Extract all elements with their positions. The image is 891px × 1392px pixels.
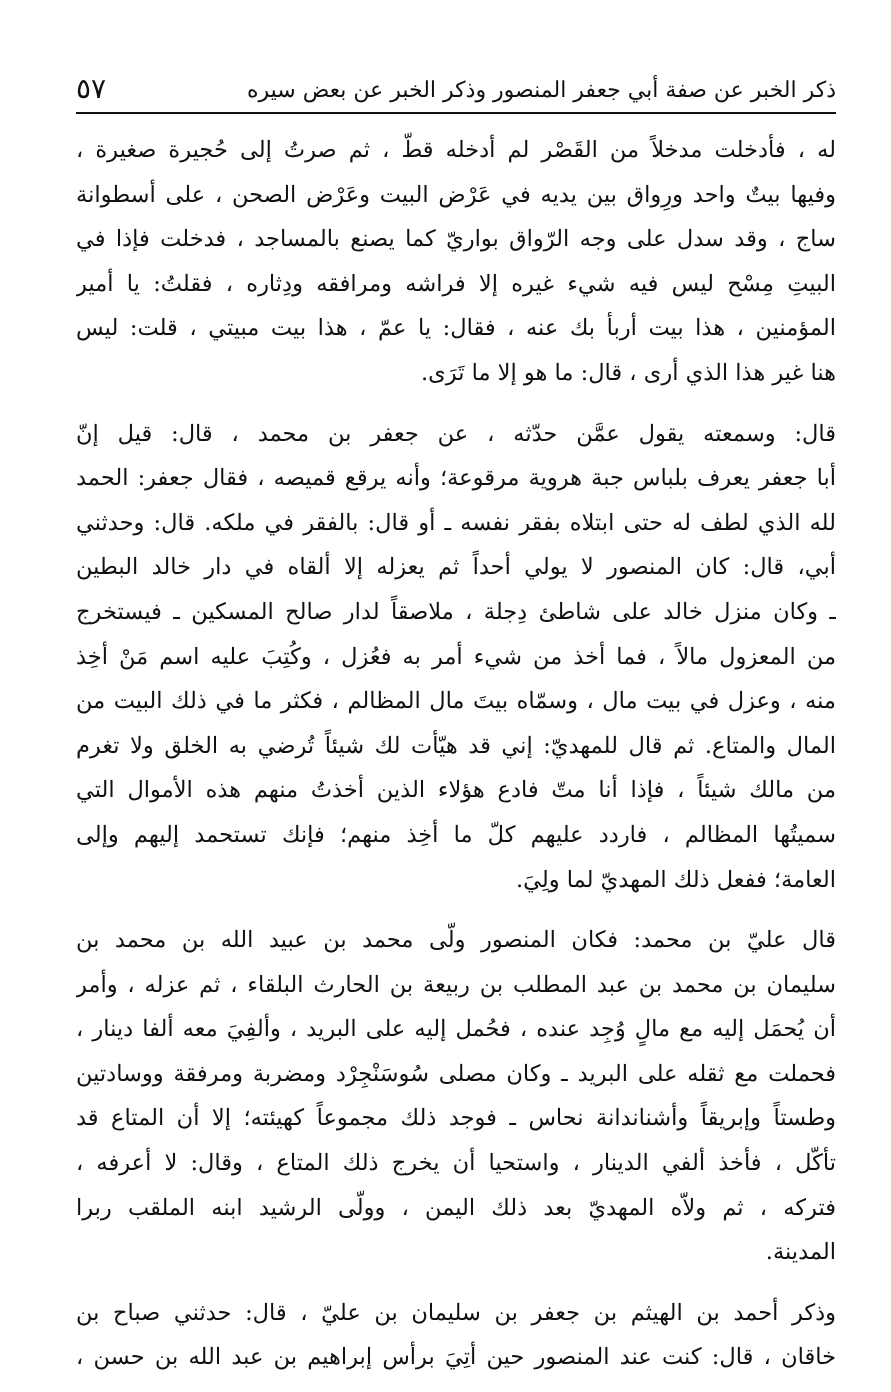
text-line: لله الذي لطف له حتى ابتلاه بفقر نفسه ـ أو قال: بالفقر في ملكه. قال: وحدثني bbox=[76, 509, 836, 536]
text-line: من مالك شيئاً ، فإذا أنا متّ فادع هؤلاء الذين أخذتُ منهم هذه الأموال التي bbox=[76, 777, 836, 804]
text-line: البيتِ مِسْح ليس فيه شيء غيره إلا فراشه ومرافقه ودِثاره ، فقلتُ: يا أمير bbox=[76, 270, 836, 297]
header-rule bbox=[76, 112, 836, 114]
text-line: فتركه ، ثم ولاّه المهديّ بعد ذلك اليمن ، وولّى الرشيد ابنه الملقب ربرا bbox=[76, 1194, 836, 1221]
text-line: ـ وكان منزل خالد على شاطئ دِجلة ، ملاصقاً لدار صالح المسكين ـ فيستخرج bbox=[76, 598, 836, 625]
text-line: المال والمتاع. ثم قال للمهديّ: إني قد هيّأت لك شيئاً تُرضي به الخلق ولا تغرم bbox=[76, 732, 836, 759]
paragraph-3 bbox=[76, 918, 836, 1275]
text-line: من المعزول مالاً ، فما أخذ من شيء أمر به فعُزل ، وكُتِبَ عليه اسم مَنْ أخِذ bbox=[76, 643, 836, 670]
text-line: المؤمنين ، هذا بيت أربأ بك عنه ، فقال: يا عمّ ، هذا بيت مبيتي ، قلت: ليس bbox=[76, 315, 836, 342]
text-line: سليمان بن محمد بن عبد المطلب بن ربيعة بن الحارث البلقاء ، ثم عزله ، وأمر bbox=[76, 971, 836, 998]
page-number: ٥٧ bbox=[76, 72, 107, 105]
text-line: وفيها بيتٌ واحد ورِواق بين يديه في عَرْض البيت وعَرْض الصحن ، على أسطوانة bbox=[76, 181, 836, 208]
text-line: فحملت مع ثقله على البريد ـ وكان مصلى سُوسَنْجِرْد ومضربة ومرفقة ووسادتين bbox=[76, 1060, 836, 1087]
text-line: أبي، قال: كان المنصور لا يولي أحداً ثم يعزله إلا ألقاه في دار خالد البطين bbox=[76, 554, 836, 581]
text-line: تأكّل ، فأخذ ألفي الدينار ، واستحيا أن يخرج ذلك المتاع ، وقال: لا أعرفه ، bbox=[76, 1150, 836, 1177]
text-line: وذكر أحمد بن الهيثم بن جعفر بن سليمان بن عليّ ، قال: حدثني صباح بن bbox=[76, 1299, 836, 1326]
paragraph-4 bbox=[76, 1291, 836, 1380]
text-line: المدينة. bbox=[765, 1239, 836, 1266]
page-header bbox=[76, 72, 836, 112]
text-line: هنا غير هذا الذي أرى ، قال: ما هو إلا ما تَرَى. bbox=[421, 359, 836, 386]
text-line: قال: وسمعته يقول عمَّن حدّثه ، عن جعفر بن محمد ، قال: قيل إنّ bbox=[76, 420, 836, 447]
paragraph-1 bbox=[76, 128, 836, 396]
text-line: سميتُها المظالم ، فاردد عليهم كلّ ما أخِذ منهم؛ فإنك تستحمد إليهم وإلى bbox=[76, 821, 836, 848]
text-line: ساج ، وقد سدل على وجه الرّواق بواريّ كما يصنع بالمساجد ، فدخلت فإذا في bbox=[76, 226, 836, 253]
text-line: أن يُحمَل إليه مع مالٍ وُجِد عنده ، فحُمل إليه على البريد ، وألفِيَ معه ألفا دينار ، bbox=[76, 1016, 836, 1043]
text-line: وطستاً وإبريقاً وأشناندانة نحاس ـ فوجد ذلك مجموعاً كهيئته؛ إلا أن المتاع قد bbox=[76, 1105, 836, 1132]
text-line: العامة؛ ففعل ذلك المهديّ لما ولِيَ. bbox=[516, 866, 836, 893]
text-line: أبا جعفر يعرف بلباس جبة هروية مرقوعة؛ وأنه يرقع قميصه ، فقال جعفر: الحمد bbox=[76, 465, 836, 492]
text-line: منه ، وعزل في بيت مال ، وسمّاه بيتَ مال المظالم ، فكثر ما في ذلك البيت من bbox=[76, 688, 836, 715]
body-text bbox=[76, 128, 836, 1380]
text-line: قال عليّ بن محمد: فكان المنصور ولّى محمد بن عبيد الله بن محمد بن bbox=[76, 927, 836, 954]
running-title: ذكر الخبر عن صفة أبي جعفر المنصور وذكر الخبر عن بعض سيره bbox=[246, 78, 836, 103]
paragraph-2 bbox=[76, 412, 836, 903]
text-line: خاقان ، قال: كنت عند المنصور حين أتِيَ برأس إبراهيم بن عبد الله بن حسن ، bbox=[76, 1344, 836, 1371]
text-line: له ، فأدخلت مدخلاً من القَصْر لم أدخله قطّ ، ثم صرتُ إلى حُجيرة صغيرة ، bbox=[76, 137, 836, 163]
